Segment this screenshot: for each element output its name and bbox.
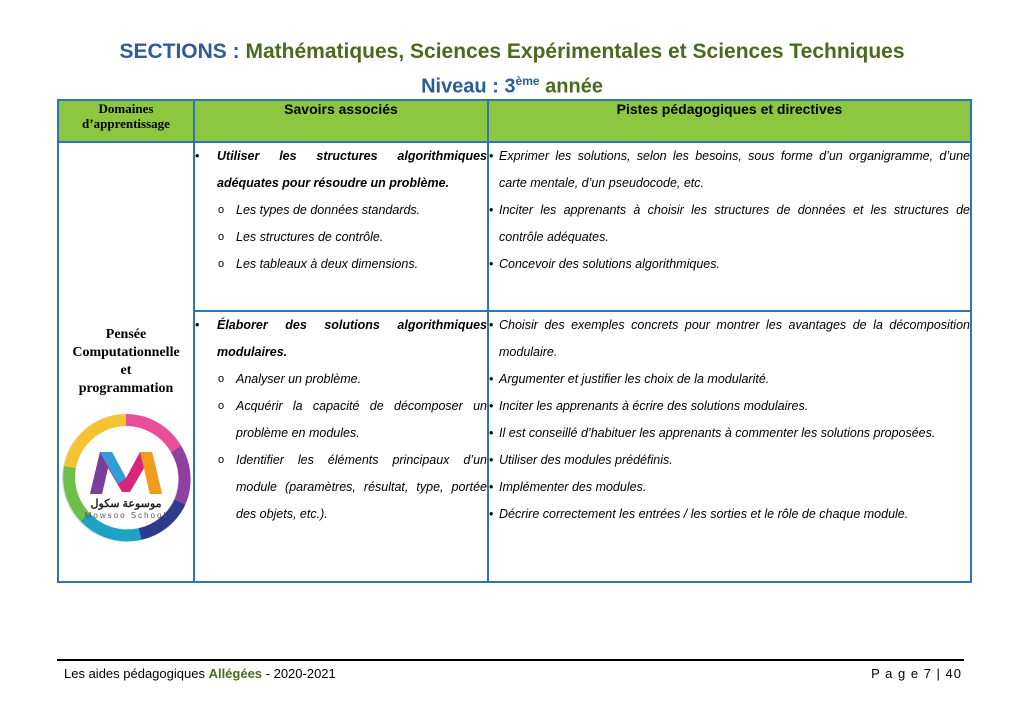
bullet-icon: • <box>489 203 494 217</box>
niveau-rest: année <box>539 75 603 98</box>
piste-text: Argumenter et justifier les choix de la modularité. <box>499 372 770 386</box>
header-domaines: Domaines d’apprentissage <box>58 100 194 142</box>
footer-bold: Allégées <box>208 666 263 681</box>
footer-divider <box>57 659 964 661</box>
list-item <box>195 143 487 197</box>
mowsoo-school-logo <box>60 412 192 544</box>
savoir-sub-text: Les structures de contrôle. <box>236 230 384 244</box>
circle-bullet-icon: o <box>218 204 225 216</box>
niveau-label: Niveau : 3 <box>421 75 516 98</box>
circle-bullet-icon: o <box>218 258 225 270</box>
bullet-icon: • <box>195 318 200 332</box>
list-item <box>195 393 487 447</box>
sections-label: SECTIONS <box>119 40 227 63</box>
niveau-title <box>0 74 1024 99</box>
bullet-icon: • <box>489 480 494 494</box>
page-title <box>0 40 1024 64</box>
bullet-icon: • <box>489 399 494 413</box>
list-item <box>489 366 970 393</box>
footer-left <box>64 666 336 681</box>
sections-text: Mathématiques, Sciences Expérimentales et Sciences Techniques <box>245 40 905 63</box>
piste-text: Concevoir des solutions algorithmiques. <box>499 257 720 271</box>
bullet-icon: • <box>489 372 494 386</box>
list-item <box>195 312 487 366</box>
list-item <box>195 197 487 224</box>
bullet-icon: • <box>195 149 200 163</box>
piste-text: Inciter les apprenants à écrire des solutions modulaires. <box>499 399 809 413</box>
bullet-icon: • <box>489 318 494 332</box>
circle-bullet-icon: o <box>218 454 225 466</box>
piste-text: Il est conseillé d’habituer les apprenants à commenter les solutions proposées. <box>499 426 936 440</box>
circle-bullet-icon: o <box>218 231 225 243</box>
piste-text: Implémenter des modules. <box>499 480 647 494</box>
list-item <box>489 143 970 197</box>
piste-text: Exprimer les solutions, selon les besoins, sous forme d’un organigramme, d’une carte mentale, d’un pseudocode, etc. <box>499 149 970 190</box>
list-item <box>489 501 970 528</box>
savoir-sub-text: Les types de données standards. <box>236 203 421 217</box>
niveau-sup: ème <box>515 74 540 88</box>
header-savoirs: Savoirs associés <box>194 100 488 142</box>
logo-latin-text: Mowsoo School <box>84 511 168 520</box>
footer-suffix: - 2020-2021 <box>262 666 336 681</box>
logo-arabic-text: موسوعة سكول <box>90 498 162 510</box>
piste-text: Utiliser des modules prédéfinis. <box>499 453 673 467</box>
circle-bullet-icon: o <box>218 373 225 385</box>
list-item <box>489 312 970 366</box>
domain-cell <box>58 142 194 582</box>
bullet-icon: • <box>489 426 494 440</box>
table-row <box>58 311 971 582</box>
title-colon: : <box>226 40 246 63</box>
list-item <box>195 224 487 251</box>
list-item <box>489 393 970 420</box>
piste-text: Inciter les apprenants à choisir les structures de données et les structures de contrôle adéquates. <box>499 203 970 244</box>
list-item <box>195 447 487 528</box>
footer-prefix: Les aides pédagogiques <box>64 666 209 681</box>
savoir-sub-text: Analyser un problème. <box>236 372 362 386</box>
circle-bullet-icon: o <box>218 400 225 412</box>
list-item <box>195 251 487 278</box>
list-item <box>489 447 970 474</box>
savoir-main-text: Élaborer des solutions algorithmiques modulaires. <box>217 318 487 359</box>
piste-text: Choisir des exemples concrets pour montrer les avantages de la décomposition modulaire. <box>499 318 970 359</box>
domain-text <box>59 326 193 398</box>
bullet-icon: • <box>489 257 494 271</box>
header-pistes: Pistes pédagogiques et directives <box>488 100 971 142</box>
bullet-icon: • <box>489 149 494 163</box>
savoirs-cell-1 <box>194 142 488 311</box>
logo-graphic <box>60 412 192 544</box>
bullet-icon: • <box>489 507 494 521</box>
savoir-sub-text: Acquérir la capacité de décomposer un problème en modules. <box>236 399 487 440</box>
table-row <box>58 142 971 311</box>
list-item <box>489 197 970 251</box>
domain-line: et <box>120 363 132 378</box>
savoirs-cell-2 <box>194 311 488 582</box>
curriculum-table <box>57 99 972 583</box>
savoir-sub-text: Les tableaux à deux dimensions. <box>236 257 419 271</box>
list-item <box>195 366 487 393</box>
pistes-cell-1 <box>488 142 971 311</box>
list-item <box>489 251 970 278</box>
domain-line: Computationnelle <box>72 345 180 360</box>
bullet-icon: • <box>489 453 494 467</box>
list-item <box>489 474 970 501</box>
piste-text: Décrire correctement les entrées / les sorties et le rôle de chaque module. <box>499 507 909 521</box>
savoir-main-text: Utiliser les structures algorithmiques adéquates pour résoudre un problème. <box>217 149 487 190</box>
list-item <box>489 420 970 447</box>
table-header-row <box>58 100 971 142</box>
domain-line: programmation <box>78 381 174 396</box>
pistes-cell-2 <box>488 311 971 582</box>
savoir-sub-text: Identifier les éléments principaux d’un module (paramètres, résultat, type, portée des objets, etc.). <box>236 453 487 521</box>
domain-line: Pensée <box>105 327 147 342</box>
page-number: P a g e 7 | 40 <box>871 666 962 681</box>
